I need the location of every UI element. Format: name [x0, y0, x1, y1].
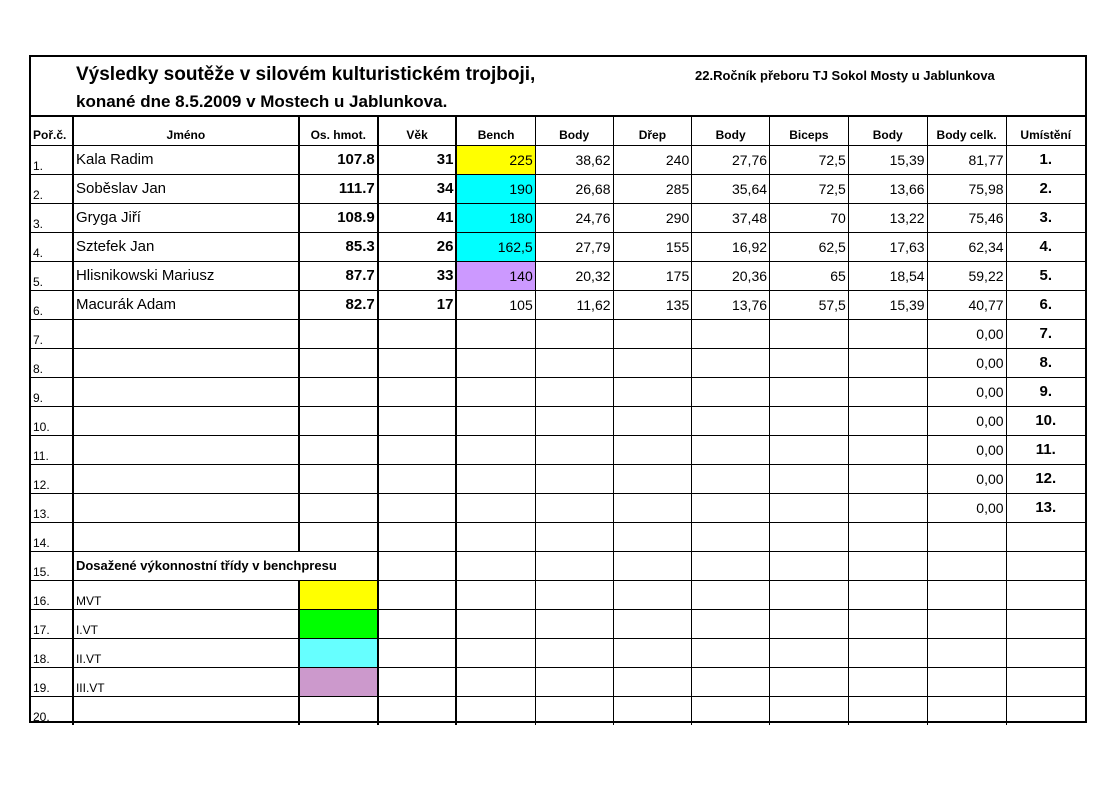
empty-cell: [770, 580, 849, 609]
cell-biceps: 65: [770, 261, 849, 290]
cell-squat: 240: [613, 145, 692, 174]
cell-body-weight: [299, 377, 378, 406]
cell-biceps-points: [848, 493, 927, 522]
cell-number: 17.: [31, 609, 73, 638]
results-sheet: [29, 55, 1087, 723]
cell-placement: [1006, 522, 1085, 551]
empty-cell: [299, 696, 378, 725]
cell-bench-points: 11,62: [535, 290, 613, 319]
column-header-biceps-points: Body: [848, 117, 927, 145]
header-row: [31, 117, 1085, 145]
empty-cell: [613, 609, 692, 638]
legend-color-swatch: [299, 667, 378, 696]
empty-cell: [535, 580, 613, 609]
empty-cell: [692, 551, 770, 580]
cell-age: [378, 348, 457, 377]
cell-age: [378, 435, 457, 464]
table-row: [31, 493, 1085, 522]
empty-cell: [613, 580, 692, 609]
cell-number: 15.: [31, 551, 73, 580]
cell-placement: 3.: [1006, 203, 1085, 232]
cell-placement: 12.: [1006, 464, 1085, 493]
table-row: [31, 145, 1085, 174]
table-row: [31, 261, 1085, 290]
cell-bench-points: 20,32: [535, 261, 613, 290]
table-row: [31, 435, 1085, 464]
cell-biceps: [770, 406, 849, 435]
empty-cell: [73, 696, 299, 725]
table-row: [31, 203, 1085, 232]
cell-squat: 155: [613, 232, 692, 261]
cell-name: Kala Radim: [73, 145, 299, 174]
table-row: [31, 464, 1085, 493]
empty-cell: [535, 609, 613, 638]
cell-bench-points: [535, 377, 613, 406]
empty-cell: [378, 551, 457, 580]
table-row: [31, 319, 1085, 348]
empty-cell: [535, 638, 613, 667]
cell-total-points: 40,77: [927, 290, 1006, 319]
cell-bench-points: 26,68: [535, 174, 613, 203]
cell-total-points: 62,34: [927, 232, 1006, 261]
empty-cell: [378, 667, 457, 696]
cell-squat-points: [692, 319, 770, 348]
cell-biceps-points: [848, 464, 927, 493]
cell-total-points: 0,00: [927, 493, 1006, 522]
cell-name: [73, 348, 299, 377]
cell-placement: 2.: [1006, 174, 1085, 203]
empty-cell: [1006, 638, 1085, 667]
cell-placement: 11.: [1006, 435, 1085, 464]
cell-age: 31: [378, 145, 457, 174]
cell-squat: [613, 522, 692, 551]
cell-biceps: [770, 522, 849, 551]
cell-name: [73, 435, 299, 464]
cell-squat-points: 35,64: [692, 174, 770, 203]
cell-number: 7.: [31, 319, 73, 348]
cell-total-points: 0,00: [927, 406, 1006, 435]
cell-bench-points: [535, 435, 613, 464]
cell-squat: 135: [613, 290, 692, 319]
cell-squat: 285: [613, 174, 692, 203]
empty-cell: [848, 667, 927, 696]
empty-cell: [1006, 551, 1085, 580]
cell-bench-points: [535, 348, 613, 377]
cell-age: [378, 319, 457, 348]
legend-color-swatch: [299, 638, 378, 667]
cell-number: 6.: [31, 290, 73, 319]
empty-cell: [848, 638, 927, 667]
cell-number: 9.: [31, 377, 73, 406]
cell-squat-points: [692, 348, 770, 377]
cell-squat-points: 13,76: [692, 290, 770, 319]
cell-name: Macurák Adam: [73, 290, 299, 319]
legend-title: Dosažené výkonnostní třídy v benchpresu: [73, 551, 378, 580]
empty-cell: [613, 696, 692, 725]
cell-age: 26: [378, 232, 457, 261]
cell-squat: [613, 406, 692, 435]
legend-color-swatch: [299, 609, 378, 638]
cell-number: 8.: [31, 348, 73, 377]
cell-squat-points: [692, 435, 770, 464]
cell-name: [73, 522, 299, 551]
cell-bench: [456, 493, 535, 522]
cell-biceps: [770, 493, 849, 522]
cell-total-points: 0,00: [927, 464, 1006, 493]
title-line-2: konané dne 8.5.2009 v Mostech u Jablunkova.: [76, 92, 448, 111]
cell-bench: 190: [456, 174, 535, 203]
table-row: [31, 290, 1085, 319]
cell-name: Sztefek Jan: [73, 232, 299, 261]
cell-bench: [456, 406, 535, 435]
empty-cell: [692, 609, 770, 638]
cell-squat-points: [692, 406, 770, 435]
table-row: [31, 406, 1085, 435]
empty-cell: [456, 667, 535, 696]
cell-total-points: 0,00: [927, 348, 1006, 377]
column-header-placement: Umístění: [1006, 117, 1085, 145]
cell-bench-points: [535, 493, 613, 522]
cell-body-weight: [299, 435, 378, 464]
empty-cell: [378, 696, 457, 725]
legend-color-swatch: [299, 580, 378, 609]
cell-placement: 8.: [1006, 348, 1085, 377]
cell-body-weight: [299, 493, 378, 522]
cell-bench-points: 27,79: [535, 232, 613, 261]
table-row: [31, 522, 1085, 551]
column-header-squat: Dřep: [613, 117, 692, 145]
cell-bench: 140: [456, 261, 535, 290]
empty-cell: [927, 609, 1006, 638]
cell-name: [73, 493, 299, 522]
empty-cell: [613, 551, 692, 580]
empty-cell: [770, 667, 849, 696]
cell-bench: [456, 377, 535, 406]
cell-name: [73, 377, 299, 406]
cell-body-weight: 85.3: [299, 232, 378, 261]
cell-bench: 162,5: [456, 232, 535, 261]
cell-body-weight: 108.9: [299, 203, 378, 232]
cell-squat-points: 37,48: [692, 203, 770, 232]
column-header-bench-points: Body: [535, 117, 613, 145]
cell-body-weight: 87.7: [299, 261, 378, 290]
table-row: [31, 377, 1085, 406]
cell-name: [73, 406, 299, 435]
cell-biceps: [770, 464, 849, 493]
cell-name: [73, 464, 299, 493]
empty-cell: [378, 638, 457, 667]
empty-cell: [770, 551, 849, 580]
cell-squat: [613, 493, 692, 522]
table-row: [31, 232, 1085, 261]
cell-placement: 5.: [1006, 261, 1085, 290]
cell-biceps-points: 13,22: [848, 203, 927, 232]
cell-number: 19.: [31, 667, 73, 696]
cell-biceps-points: [848, 435, 927, 464]
cell-squat: [613, 464, 692, 493]
column-header-biceps: Biceps: [770, 117, 849, 145]
cell-biceps-points: [848, 406, 927, 435]
cell-biceps-points: 18,54: [848, 261, 927, 290]
cell-number: 13.: [31, 493, 73, 522]
cell-biceps-points: [848, 522, 927, 551]
cell-biceps: 72,5: [770, 174, 849, 203]
cell-squat-points: [692, 522, 770, 551]
legend-class-label: MVT: [73, 580, 299, 609]
cell-biceps: 72,5: [770, 145, 849, 174]
cell-biceps-points: 17,63: [848, 232, 927, 261]
cell-placement: 6.: [1006, 290, 1085, 319]
empty-cell: [535, 667, 613, 696]
cell-biceps-points: 15,39: [848, 290, 927, 319]
column-header-body-weight: Os. hmot.: [299, 117, 378, 145]
cell-total-points: 59,22: [927, 261, 1006, 290]
table-row: [31, 348, 1085, 377]
results-table: [31, 117, 1085, 725]
empty-cell: [456, 638, 535, 667]
column-header-number: Poř.č.: [31, 117, 73, 145]
cell-placement: 10.: [1006, 406, 1085, 435]
cell-squat-points: 16,92: [692, 232, 770, 261]
empty-cell: [927, 696, 1006, 725]
legend-row: [31, 667, 1085, 696]
cell-age: [378, 406, 457, 435]
empty-cell: [456, 551, 535, 580]
cell-squat-points: [692, 493, 770, 522]
empty-cell: [1006, 696, 1085, 725]
cell-age: [378, 377, 457, 406]
empty-cell: [1006, 609, 1085, 638]
cell-number: 16.: [31, 580, 73, 609]
cell-body-weight: 111.7: [299, 174, 378, 203]
empty-cell: [692, 580, 770, 609]
empty-cell: [456, 696, 535, 725]
legend-row: [31, 638, 1085, 667]
empty-cell: [927, 551, 1006, 580]
empty-cell: [927, 667, 1006, 696]
cell-biceps: [770, 435, 849, 464]
empty-cell: [848, 580, 927, 609]
column-header-squat-points: Body: [692, 117, 770, 145]
cell-bench-points: [535, 522, 613, 551]
cell-squat-points: [692, 377, 770, 406]
cell-biceps: [770, 319, 849, 348]
cell-age: 34: [378, 174, 457, 203]
cell-bench-points: [535, 464, 613, 493]
cell-biceps: [770, 377, 849, 406]
cell-total-points: 81,77: [927, 145, 1006, 174]
legend-row: [31, 609, 1085, 638]
empty-cell: [613, 638, 692, 667]
cell-biceps: 70: [770, 203, 849, 232]
cell-placement: 9.: [1006, 377, 1085, 406]
empty-cell: [692, 667, 770, 696]
cell-squat-points: 27,76: [692, 145, 770, 174]
cell-bench: 225: [456, 145, 535, 174]
cell-age: [378, 522, 457, 551]
empty-cell: [770, 638, 849, 667]
empty-cell: [378, 580, 457, 609]
cell-total-points: [927, 522, 1006, 551]
cell-age: 33: [378, 261, 457, 290]
column-header-name: Jméno: [73, 117, 299, 145]
cell-name: [73, 319, 299, 348]
legend-class-label: II.VT: [73, 638, 299, 667]
cell-body-weight: 107.8: [299, 145, 378, 174]
empty-cell: [692, 696, 770, 725]
empty-cell: [848, 609, 927, 638]
empty-cell: [1006, 580, 1085, 609]
cell-body-weight: [299, 464, 378, 493]
column-header-total-points: Body celk.: [927, 117, 1006, 145]
cell-age: 41: [378, 203, 457, 232]
empty-cell: [770, 609, 849, 638]
column-header-bench: Bench: [456, 117, 535, 145]
cell-number: 1.: [31, 145, 73, 174]
cell-biceps: 62,5: [770, 232, 849, 261]
cell-bench: [456, 522, 535, 551]
cell-bench-points: 24,76: [535, 203, 613, 232]
cell-biceps-points: [848, 319, 927, 348]
cell-biceps-points: [848, 377, 927, 406]
cell-number: 14.: [31, 522, 73, 551]
cell-placement: 4.: [1006, 232, 1085, 261]
cell-age: [378, 464, 457, 493]
cell-squat: [613, 377, 692, 406]
cell-squat-points: [692, 464, 770, 493]
empty-cell: [535, 551, 613, 580]
cell-total-points: 75,46: [927, 203, 1006, 232]
cell-body-weight: 82.7: [299, 290, 378, 319]
cell-number: 20.: [31, 696, 73, 725]
cell-age: 17: [378, 290, 457, 319]
empty-cell: [692, 638, 770, 667]
cell-squat-points: 20,36: [692, 261, 770, 290]
cell-total-points: 75,98: [927, 174, 1006, 203]
empty-cell: [535, 696, 613, 725]
cell-total-points: 0,00: [927, 377, 1006, 406]
empty-cell: [456, 580, 535, 609]
cell-number: 11.: [31, 435, 73, 464]
cell-biceps: 57,5: [770, 290, 849, 319]
column-header-age: Věk: [378, 117, 457, 145]
cell-number: 10.: [31, 406, 73, 435]
cell-squat: 175: [613, 261, 692, 290]
cell-biceps-points: [848, 348, 927, 377]
cell-number: 12.: [31, 464, 73, 493]
title-line-1: Výsledky soutěže v silovém kulturistickém trojboji,: [76, 64, 536, 85]
cell-name: Hlisnikowski Mariusz: [73, 261, 299, 290]
cell-body-weight: [299, 348, 378, 377]
table-row: [31, 696, 1085, 725]
cell-number: 2.: [31, 174, 73, 203]
cell-bench-points: 38,62: [535, 145, 613, 174]
cell-placement: 1.: [1006, 145, 1085, 174]
competition-subtitle: 22.Ročník přeboru TJ Sokol Mosty u Jablunkova: [695, 68, 995, 83]
cell-placement: 13.: [1006, 493, 1085, 522]
cell-squat: [613, 435, 692, 464]
cell-placement: 7.: [1006, 319, 1085, 348]
table-row: [31, 174, 1085, 203]
cell-body-weight: [299, 406, 378, 435]
legend-title-row: [31, 551, 1085, 580]
cell-bench: 180: [456, 203, 535, 232]
cell-name: Gryga Jiří: [73, 203, 299, 232]
cell-bench: [456, 348, 535, 377]
empty-cell: [927, 580, 1006, 609]
empty-cell: [613, 667, 692, 696]
cell-body-weight: [299, 522, 378, 551]
empty-cell: [1006, 667, 1085, 696]
cell-bench: 105: [456, 290, 535, 319]
cell-number: 3.: [31, 203, 73, 232]
cell-bench-points: [535, 319, 613, 348]
cell-biceps-points: 15,39: [848, 145, 927, 174]
empty-cell: [927, 638, 1006, 667]
cell-bench: [456, 319, 535, 348]
cell-age: [378, 493, 457, 522]
empty-cell: [848, 696, 927, 725]
empty-cell: [848, 551, 927, 580]
legend-row: [31, 580, 1085, 609]
empty-cell: [770, 696, 849, 725]
cell-biceps-points: 13,66: [848, 174, 927, 203]
empty-cell: [456, 609, 535, 638]
sheet-header: [31, 57, 1085, 117]
cell-number: 5.: [31, 261, 73, 290]
legend-class-label: I.VT: [73, 609, 299, 638]
empty-cell: [378, 609, 457, 638]
cell-total-points: 0,00: [927, 435, 1006, 464]
cell-body-weight: [299, 319, 378, 348]
cell-squat: 290: [613, 203, 692, 232]
cell-number: 18.: [31, 638, 73, 667]
cell-total-points: 0,00: [927, 319, 1006, 348]
legend-class-label: III.VT: [73, 667, 299, 696]
cell-biceps: [770, 348, 849, 377]
cell-squat: [613, 319, 692, 348]
cell-bench: [456, 435, 535, 464]
cell-bench: [456, 464, 535, 493]
cell-number: 4.: [31, 232, 73, 261]
cell-bench-points: [535, 406, 613, 435]
cell-name: Soběslav Jan: [73, 174, 299, 203]
cell-squat: [613, 348, 692, 377]
